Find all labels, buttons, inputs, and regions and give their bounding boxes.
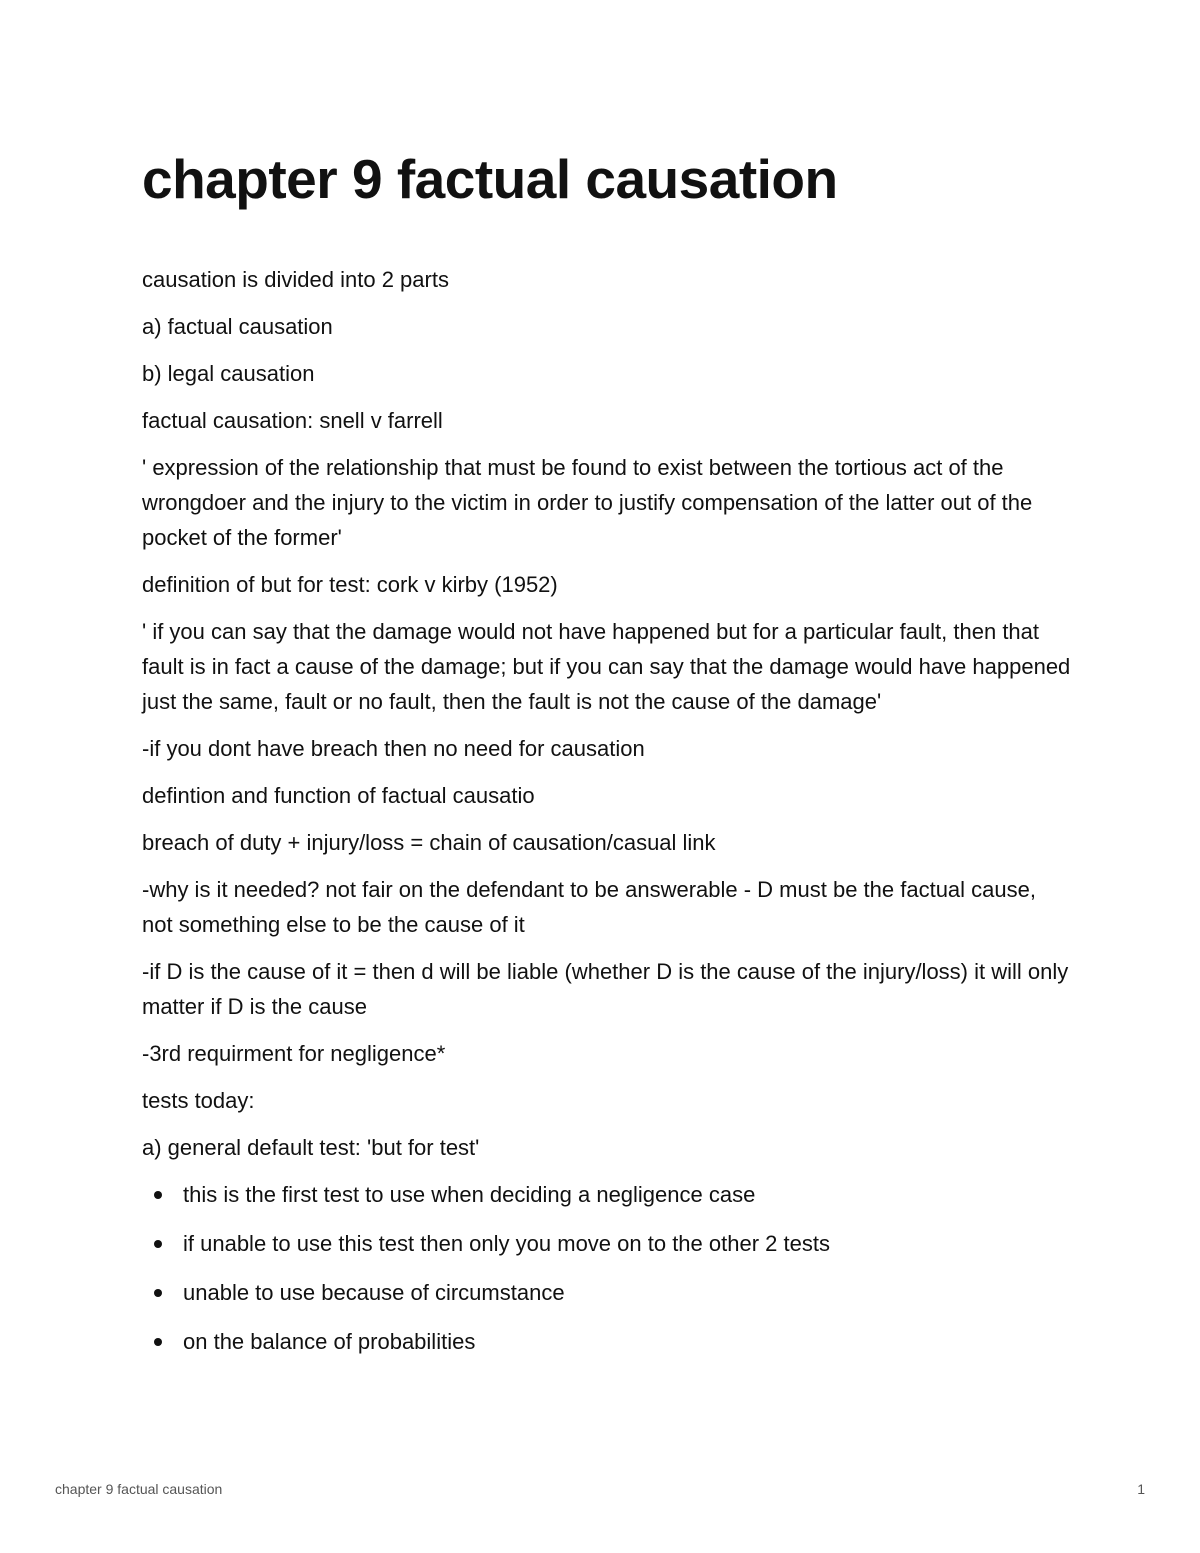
quote-paragraph: ' if you can say that the damage would not have happened but for a particular fault, then that fault is in fact a cause of the damage; but if you can say that the damage would have happened just the same, fault or no fault, then the fault is not the cause of the damage' (142, 619, 1071, 714)
paragraph: factual causation: snell v farrell (142, 408, 443, 433)
footer-title: chapter 9 factual causation (55, 1481, 223, 1497)
bullet-icon (154, 1191, 162, 1199)
list-item (142, 1177, 1072, 1212)
bullet-icon (154, 1240, 162, 1248)
paragraph: a) general default test: 'but for test' (142, 1135, 480, 1160)
quote-paragraph: ' expression of the relationship that must be found to exist between the tortious act of the wrongdoer and the injury to the victim in order to justify compensation of the latter out of the pocket of the former' (142, 455, 1033, 550)
paragraph: -why is it needed? not fair on the defendant to be answerable - D must be the factual cause, not something else to be the cause of it (142, 877, 1036, 937)
list-item-text: unable to use because of circumstance (183, 1280, 565, 1305)
paragraph: b) legal causation (142, 361, 315, 386)
list-item-text: this is the first test to use when deciding a negligence case (183, 1182, 756, 1207)
paragraph: tests today: (142, 1088, 255, 1113)
paragraph: breach of duty + injury/loss = chain of causation/casual link (142, 830, 716, 855)
paragraph: definition of but for test: cork v kirby (1952) (142, 572, 558, 597)
paragraph: -if you dont have breach then no need for causation (142, 736, 645, 761)
list-item (142, 1324, 1072, 1359)
page-title: chapter 9 factual causation (142, 148, 838, 210)
bullet-icon (154, 1289, 162, 1297)
list-item (142, 1226, 1072, 1261)
paragraph: defintion and function of factual causatio (142, 783, 535, 808)
paragraph: -if D is the cause of it = then d will be liable (whether D is the cause of the injury/loss) it will only matter if D is the cause (142, 959, 1069, 1019)
paragraph: -3rd requirment for negligence* (142, 1041, 446, 1066)
list-item (142, 1275, 1072, 1310)
page-number: 1 (1137, 1481, 1145, 1497)
bullet-icon (154, 1338, 162, 1346)
list-item-text: on the balance of probabilities (183, 1329, 476, 1354)
bullet-list (142, 1177, 1072, 1359)
paragraph: causation is divided into 2 parts (142, 267, 449, 292)
document-body (142, 262, 1072, 1373)
list-item-text: if unable to use this test then only you move on to the other 2 tests (183, 1231, 830, 1256)
paragraph: a) factual causation (142, 314, 333, 339)
